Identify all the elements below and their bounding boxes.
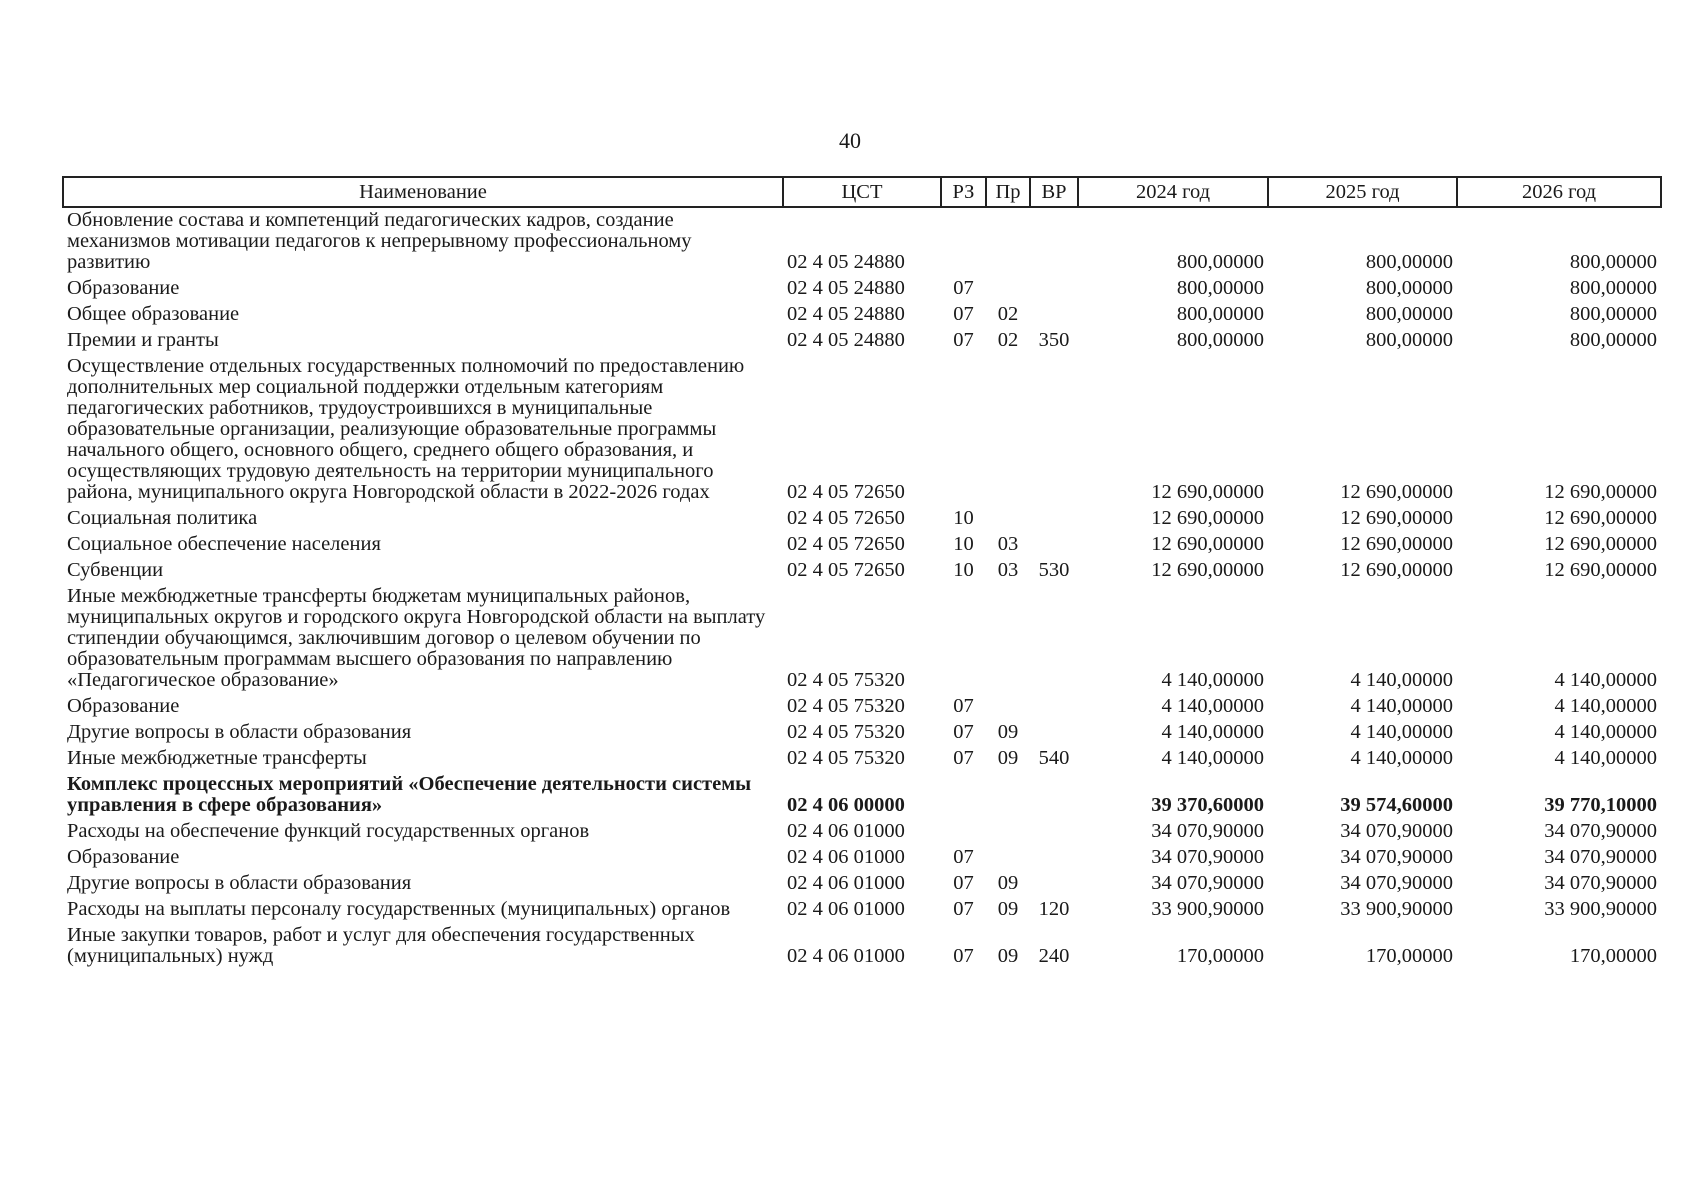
cell-cst: 02 4 06 01000 — [787, 872, 905, 894]
cell-name: Образование — [67, 695, 180, 717]
table-row — [63, 558, 1661, 584]
cell-rz — [941, 772, 986, 819]
cell-2026: 170,00000 — [1569, 945, 1657, 967]
cell-vr — [1030, 694, 1078, 720]
cell-2026: 12 690,00000 — [1544, 559, 1657, 581]
cell-vr — [1030, 276, 1078, 302]
cell-vr — [1030, 845, 1078, 871]
cell-2026: 12 690,00000 — [1544, 507, 1657, 529]
cell-2025: 4 140,00000 — [1350, 721, 1453, 743]
cell-name: Образование — [67, 846, 180, 868]
cell-2026: 39 770,10000 — [1544, 794, 1657, 816]
cell-vr — [1030, 720, 1078, 746]
cell-2024: 12 690,00000 — [1151, 481, 1264, 503]
cell-vr — [1030, 532, 1078, 558]
cell-pr — [986, 694, 1030, 720]
cell-rz: 07 — [953, 721, 974, 743]
page-number: 40 — [839, 128, 861, 153]
cell-name: Социальное обеспечение населения — [67, 533, 381, 555]
cell-2024: 800,00000 — [1176, 329, 1264, 351]
cell-name: Субвенции — [67, 559, 164, 581]
header-name: Наименование — [63, 177, 783, 207]
cell-rz: 10 — [953, 507, 974, 529]
table-row — [63, 506, 1661, 532]
cell-2026: 12 690,00000 — [1544, 481, 1657, 503]
cell-cst: 02 4 05 24880 — [787, 329, 905, 351]
cell-name: Расходы на обеспечение функций государственных органов — [67, 820, 590, 842]
cell-name: Иные межбюджетные трансферты бюджетам муниципальных районов, муниципальных округов и городского округа Новгородской области на выплату стипендии обучающимся, заключившим договор о целевом обучении по образовательным программам высшего образования по направлению «Педагогическое образование» — [67, 585, 766, 691]
header-2025: 2025 год — [1268, 177, 1457, 207]
cell-pr: 09 — [997, 945, 1019, 967]
cell-2025: 34 070,90000 — [1340, 820, 1453, 842]
cell-vr — [1030, 772, 1078, 819]
cell-cst: 02 4 05 75320 — [787, 747, 905, 769]
cell-rz — [941, 819, 986, 845]
cell-2026: 800,00000 — [1569, 303, 1657, 325]
cell-2025: 4 140,00000 — [1350, 695, 1453, 717]
cell-2025: 12 690,00000 — [1340, 533, 1453, 555]
cell-2026: 33 900,90000 — [1544, 898, 1657, 920]
table-row — [63, 720, 1661, 746]
cell-2024: 33 900,90000 — [1151, 898, 1264, 920]
table-body — [63, 207, 1661, 970]
header-pr: Пр — [986, 177, 1030, 207]
cell-pr: 09 — [997, 898, 1019, 920]
cell-2025: 39 574,60000 — [1340, 794, 1453, 816]
cell-2024: 170,00000 — [1176, 945, 1264, 967]
cell-name: Иные межбюджетные трансферты — [67, 747, 367, 769]
cell-name: Обновление состава и компетенций педагогических кадров, создание механизмов мотивации педагогов к непрерывному профессиональному развитию — [67, 209, 692, 273]
cell-vr: 350 — [1038, 329, 1070, 351]
cell-rz: 07 — [953, 898, 974, 920]
cell-cst: 02 4 05 24880 — [787, 303, 905, 325]
cell-cst: 02 4 06 01000 — [787, 898, 905, 920]
cell-2025: 170,00000 — [1365, 945, 1453, 967]
table-row — [63, 276, 1661, 302]
table-row — [63, 532, 1661, 558]
cell-pr: 03 — [997, 559, 1019, 581]
cell-2026: 4 140,00000 — [1554, 695, 1657, 717]
table-row — [63, 897, 1661, 923]
cell-2024: 4 140,00000 — [1161, 747, 1264, 769]
table-row — [63, 819, 1661, 845]
cell-rz — [941, 584, 986, 694]
cell-2024: 12 690,00000 — [1151, 507, 1264, 529]
cell-pr — [986, 819, 1030, 845]
cell-vr: 530 — [1038, 559, 1070, 581]
cell-2026: 800,00000 — [1569, 251, 1657, 273]
cell-2025: 33 900,90000 — [1340, 898, 1453, 920]
cell-pr: 02 — [997, 303, 1019, 325]
cell-2024: 800,00000 — [1176, 251, 1264, 273]
cell-2025: 12 690,00000 — [1340, 507, 1453, 529]
cell-vr — [1030, 207, 1078, 276]
cell-rz: 10 — [953, 559, 974, 581]
cell-2025: 12 690,00000 — [1340, 481, 1453, 503]
cell-vr — [1030, 584, 1078, 694]
cell-cst: 02 4 06 00000 — [787, 794, 905, 816]
cell-rz: 07 — [953, 695, 974, 717]
table-row — [63, 207, 1661, 276]
cell-name: Осуществление отдельных государственных полномочий по предоставлению дополнительных мер социальной поддержки отдельным категориям педагогических работников, трудоустроившихся в муниципальные образовательные организации, реализующие образовательные программы начального общего, основного общего, среднего общего образования, и осуществляющих трудовую деятельность на территории муниципального района, муниципального округа Новгородской области в 2022-2026 годах — [67, 355, 745, 503]
cell-name: Премии и гранты — [67, 329, 219, 351]
cell-cst: 02 4 05 75320 — [787, 695, 905, 717]
cell-pr — [986, 772, 1030, 819]
cell-2025: 800,00000 — [1365, 303, 1453, 325]
cell-2024: 800,00000 — [1176, 277, 1264, 299]
cell-name: Общее образование — [67, 303, 240, 325]
cell-rz: 07 — [953, 945, 974, 967]
cell-2024: 34 070,90000 — [1151, 846, 1264, 868]
cell-rz: 07 — [953, 846, 974, 868]
table-row — [63, 923, 1661, 970]
table-row — [63, 354, 1661, 506]
cell-2024: 39 370,60000 — [1151, 794, 1264, 816]
table-row — [63, 302, 1661, 328]
header-vr: ВР — [1030, 177, 1078, 207]
cell-vr — [1030, 819, 1078, 845]
cell-rz: 07 — [953, 872, 974, 894]
cell-name: Другие вопросы в области образования — [67, 721, 412, 743]
cell-rz: 07 — [953, 277, 974, 299]
cell-vr — [1030, 871, 1078, 897]
cell-pr: 03 — [997, 533, 1019, 555]
cell-2024: 800,00000 — [1176, 303, 1264, 325]
cell-cst: 02 4 05 72650 — [787, 481, 905, 503]
cell-rz: 07 — [953, 303, 974, 325]
cell-rz: 07 — [953, 329, 974, 351]
cell-cst: 02 4 06 01000 — [787, 820, 905, 842]
table-row — [63, 772, 1661, 819]
cell-2024: 12 690,00000 — [1151, 533, 1264, 555]
cell-2024: 34 070,90000 — [1151, 820, 1264, 842]
cell-pr — [986, 506, 1030, 532]
cell-vr — [1030, 354, 1078, 506]
cell-pr — [986, 276, 1030, 302]
cell-cst: 02 4 05 72650 — [787, 533, 905, 555]
table-row — [63, 328, 1661, 354]
cell-cst: 02 4 05 75320 — [787, 669, 905, 691]
cell-pr: 09 — [997, 747, 1019, 769]
cell-pr — [986, 584, 1030, 694]
cell-cst: 02 4 05 72650 — [787, 507, 905, 529]
cell-name: Социальная политика — [67, 507, 258, 529]
cell-cst: 02 4 05 75320 — [787, 721, 905, 743]
cell-2026: 4 140,00000 — [1554, 747, 1657, 769]
cell-2025: 800,00000 — [1365, 277, 1453, 299]
cell-2024: 34 070,90000 — [1151, 872, 1264, 894]
cell-2025: 4 140,00000 — [1350, 747, 1453, 769]
cell-pr — [986, 354, 1030, 506]
cell-cst: 02 4 06 01000 — [787, 945, 905, 967]
cell-name: Другие вопросы в области образования — [67, 872, 412, 894]
cell-rz: 07 — [953, 747, 974, 769]
header-cst: ЦСТ — [783, 177, 941, 207]
table-header-row — [63, 177, 1661, 207]
cell-pr: 09 — [997, 721, 1019, 743]
cell-pr — [986, 207, 1030, 276]
cell-vr — [1030, 302, 1078, 328]
cell-cst: 02 4 05 24880 — [787, 251, 905, 273]
cell-2026: 4 140,00000 — [1554, 669, 1657, 691]
cell-2026: 800,00000 — [1569, 329, 1657, 351]
budget-table — [62, 176, 1662, 970]
cell-pr: 09 — [997, 872, 1019, 894]
cell-2026: 34 070,90000 — [1544, 872, 1657, 894]
cell-2026: 12 690,00000 — [1544, 533, 1657, 555]
cell-rz — [941, 207, 986, 276]
cell-cst: 02 4 06 01000 — [787, 846, 905, 868]
cell-pr: 02 — [997, 329, 1019, 351]
cell-2025: 800,00000 — [1365, 329, 1453, 351]
table-row — [63, 871, 1661, 897]
table-row — [63, 845, 1661, 871]
cell-name: Расходы на выплаты персоналу государственных (муниципальных) органов — [67, 898, 731, 920]
cell-2026: 4 140,00000 — [1554, 721, 1657, 743]
cell-2026: 800,00000 — [1569, 277, 1657, 299]
cell-2026: 34 070,90000 — [1544, 846, 1657, 868]
cell-vr: 540 — [1038, 747, 1070, 769]
cell-name: Комплекс процессных мероприятий «Обеспечение деятельности системы управления в сфере образования» — [67, 773, 752, 816]
cell-2025: 34 070,90000 — [1340, 846, 1453, 868]
header-2024: 2024 год — [1078, 177, 1268, 207]
cell-2025: 800,00000 — [1365, 251, 1453, 273]
cell-rz: 10 — [953, 533, 974, 555]
cell-2024: 4 140,00000 — [1161, 695, 1264, 717]
cell-2026: 34 070,90000 — [1544, 820, 1657, 842]
table-row — [63, 694, 1661, 720]
cell-vr — [1030, 506, 1078, 532]
header-2026: 2026 год — [1457, 177, 1661, 207]
cell-2025: 4 140,00000 — [1350, 669, 1453, 691]
cell-2025: 34 070,90000 — [1340, 872, 1453, 894]
cell-vr: 120 — [1038, 898, 1070, 920]
header-rz: РЗ — [941, 177, 986, 207]
cell-name: Иные закупки товаров, работ и услуг для обеспечения государственных (муниципальных) нужд — [67, 924, 695, 967]
cell-pr — [986, 845, 1030, 871]
cell-cst: 02 4 05 72650 — [787, 559, 905, 581]
cell-2024: 4 140,00000 — [1161, 669, 1264, 691]
cell-rz — [941, 354, 986, 506]
table-row — [63, 746, 1661, 772]
cell-2024: 12 690,00000 — [1151, 559, 1264, 581]
table-row — [63, 584, 1661, 694]
cell-2024: 4 140,00000 — [1161, 721, 1264, 743]
cell-2025: 12 690,00000 — [1340, 559, 1453, 581]
cell-name: Образование — [67, 277, 180, 299]
cell-vr: 240 — [1038, 945, 1070, 967]
cell-cst: 02 4 05 24880 — [787, 277, 905, 299]
